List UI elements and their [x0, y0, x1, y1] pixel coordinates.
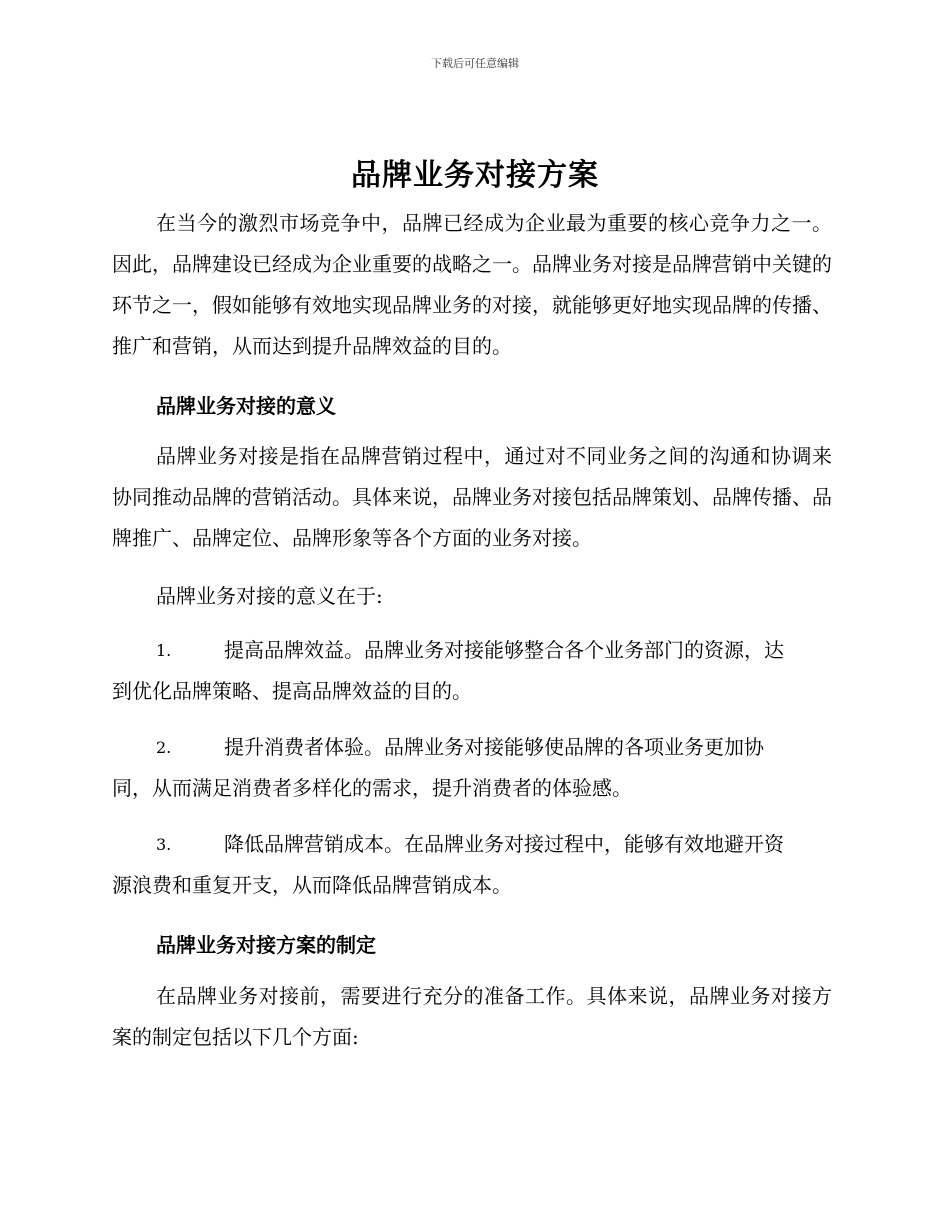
- section2-paragraph: 在品牌业务对接前，需要进行充分的准备工作。具体来说，品牌业务对接方案的制定包括以下几个方面:: [112, 984, 832, 1049]
- list-item: [112, 630, 832, 712]
- list-item-number: 2.: [156, 738, 172, 757]
- section1-paragraph: 品牌业务对接是指在品牌营销过程中，通过对不同业务之间的沟通和协调来协同推动品牌的营销活动。具体来说，品牌业务对接包括品牌策划、品牌传播、品牌推广、品牌定位、品牌形象等各个方面的业务对接。: [112, 444, 832, 550]
- list-item-line2: 同，从而满足消费者多样化的需求，提升消费者的体验感。: [112, 776, 632, 800]
- section-heading-formulation: 品牌业务对接方案的制定: [156, 933, 376, 957]
- section-heading-significance: 品牌业务对接的意义: [156, 394, 336, 418]
- section1-list-intro: 品牌业务对接的意义在于:: [156, 584, 383, 608]
- list-item-number: 1.: [156, 641, 172, 660]
- section1-intro-list-block: [112, 576, 832, 617]
- section2-paragraph-block: [112, 976, 832, 1058]
- intro-paragraph-block: [112, 203, 832, 367]
- list-item: [112, 824, 832, 906]
- list-item-line2: 到优化品牌策略、提高品牌效益的目的。: [112, 679, 472, 703]
- list-item-line1: 降低品牌营销成本。在品牌业务对接过程中，能够有效地避开资: [224, 832, 784, 856]
- list-item-number: 3.: [156, 835, 172, 854]
- list-item: [112, 727, 832, 809]
- list-item-line2: 源浪费和重复开支，从而降低品牌营销成本。: [112, 873, 512, 897]
- intro-paragraph: 在当今的激烈市场竞争中，品牌已经成为企业最为重要的核心竞争力之一。因此，品牌建设已经成为企业重要的战略之一。品牌业务对接是品牌营销中关键的环节之一，假如能够有效地实现品牌业务的对接，就能够更好地实现品牌的传播、推广和营销，从而达到提升品牌效益的目的。: [112, 211, 832, 358]
- list-item-line1: 提升消费者体验。品牌业务对接能够使品牌的各项业务更加协: [224, 735, 764, 759]
- list-item-line1: 提高品牌效益。品牌业务对接能够整合各个业务部门的资源，达: [224, 638, 784, 662]
- section1-paragraph-block: [112, 436, 832, 559]
- document-title: 品牌业务对接方案: [351, 158, 599, 193]
- header-note: 下载后可任意编辑: [431, 57, 519, 70]
